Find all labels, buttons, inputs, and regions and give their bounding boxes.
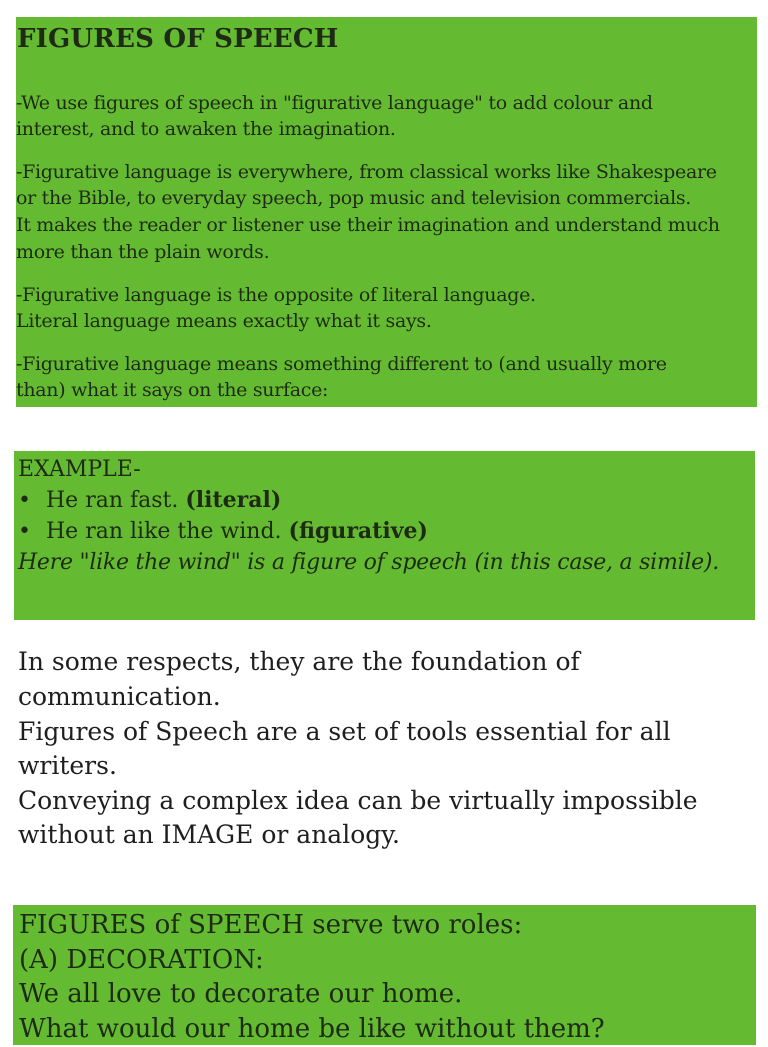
intro-para-4-line-2: than) what it says on the surface: (16, 379, 329, 401)
example-item-literal-text: He ran fast. (46, 488, 186, 513)
body-line-4: writers. (18, 751, 117, 780)
figurative-tag: (figurative) (288, 518, 428, 544)
example-item-figurative (18, 516, 428, 547)
intro-para-2-line-1: -Figurative language is everywhere, from classical works like Shakespeare (16, 161, 717, 183)
roles-line-3: We all love to decorate our home. (19, 979, 463, 1009)
intro-para-2-line-2: or the Bible, to everyday speech, pop music and television commercials. (16, 187, 692, 209)
intro-para-3-line-2: Literal language means exactly what it says. (16, 310, 432, 332)
example-heading: EXAMPLE- (18, 457, 141, 482)
intro-para-2-line-4: more than the plain words. (16, 241, 270, 263)
roles-line-2: (A) DECORATION: (19, 945, 264, 975)
page-title: FIGURES OF SPEECH (17, 24, 339, 54)
body-line-3: Figures of Speech are a set of tools essential for all (18, 717, 671, 746)
intro-para-1-line-1: -We use figures of speech in "figurative language" to add colour and (16, 92, 653, 114)
intro-para-1-line-2: interest, and to awaken the imagination. (16, 118, 396, 140)
body-line-6: without an IMAGE or analogy. (18, 820, 400, 849)
roles-line-4: What would our home be like without them? (19, 1014, 605, 1044)
example-item-figurative-text: He ran like the wind. (46, 519, 289, 544)
body-line-5: Conveying a complex idea can be virtually impossible (18, 786, 698, 815)
intro-para-4-line-1: -Figurative language means something different to (and usually more (16, 353, 667, 375)
example-note: Here "like the wind" is a figure of speech (in this case, a simile). (18, 550, 719, 575)
literal-tag: (literal) (185, 487, 282, 513)
intro-para-3-line-1: -Figurative language is the opposite of literal language. (16, 284, 536, 306)
body-line-2: communication. (18, 682, 221, 711)
roles-line-1: FIGURES of SPEECH serve two roles: (19, 910, 523, 940)
intro-para-2-line-3: It makes the reader or listener use their imagination and understand much (16, 214, 720, 236)
example-item-literal (18, 485, 281, 516)
bullet-icon: • (18, 519, 31, 544)
bullet-icon: • (18, 488, 31, 513)
body-line-1: In some respects, they are the foundation of (18, 647, 580, 676)
